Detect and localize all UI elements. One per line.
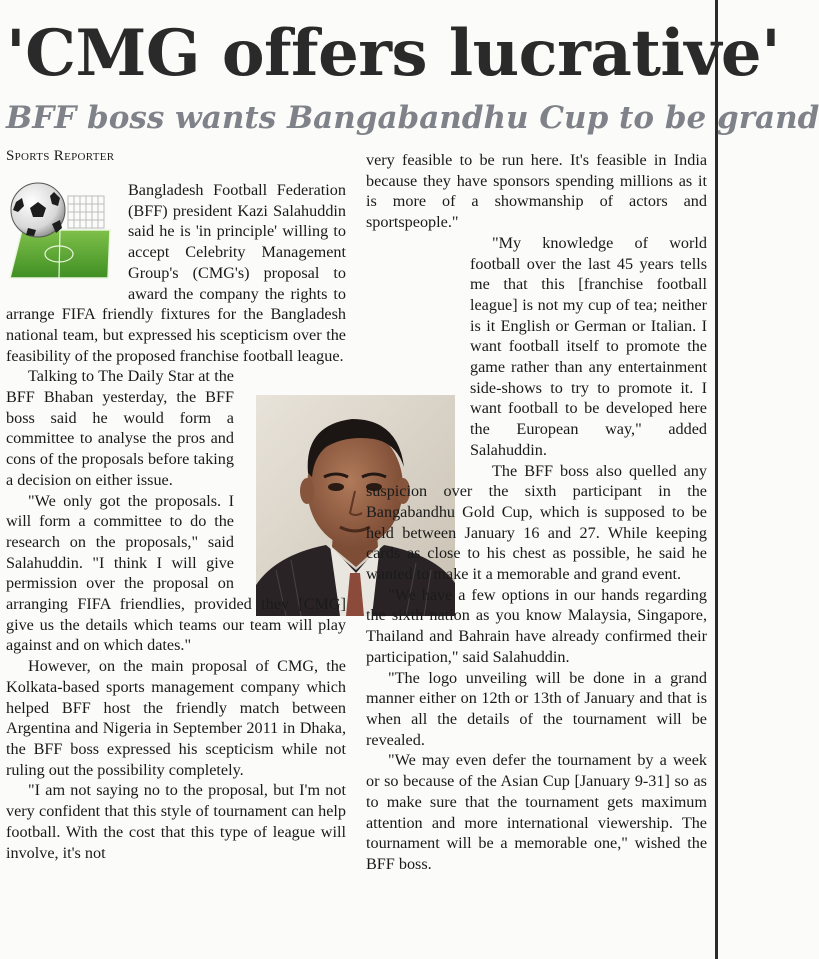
paragraph: "We have a few options in our hands regarding the sixth nation as you know Malaysia, Singapore, Thailand and Bahrain have already confirmed their participation," said Salahuddin. xyxy=(366,585,707,666)
subheadline: BFF boss wants Bangabandhu Cup to be grand xyxy=(6,100,819,136)
paragraph: "We may even defer the tournament by a week or so because of the Asian Cup [January 9-31] so as to make sure that the tournament gets maximum attention and more international viewership. The tournament will be a memorable one," wished the BFF boss. xyxy=(366,751,707,873)
paragraph: "My knowledge of world football over the last 45 years tells me that this [franchise football league] is not my cup of tea; neither is it English or German or Italian. I want football itself to promote the game rather than any entertainment side-shows to try to promote it. I want football to be developed here the European way," added Salahuddin. xyxy=(470,233,707,459)
paragraph: very feasible to be run here. It's feasible in India because they have sponsors spending millions as it is more of a showmanship of actors and sportspeople." xyxy=(366,151,707,232)
paragraph: "I am not saying no to the proposal, but I'm not very confident that this style of tournament can help football. With the cost that this type of league will involve, it's not xyxy=(6,781,346,862)
headline: 'CMG offers lucrative' xyxy=(6,16,781,91)
article-column-2 xyxy=(366,150,707,875)
paragraph: The BFF boss also quelled any suspicion over the sixth participant in the Bangabandhu Gold Cup, which is supposed to be held between January 16 and 27. While keeping cards as close to his chest as possible, he said he wanted to make it a memorable and grand event. xyxy=(366,461,707,584)
paragraph: Talking to The Daily Star at the BFF Bhaban yesterday, the BFF boss said he would form a committee to analyse the pros and cons of the proposals before taking a decision on either issue. xyxy=(6,367,234,489)
column-rule xyxy=(715,0,718,959)
paragraph: However, on the main proposal of CMG, the Kolkata-based sports management company which helped BFF host the friendly match between Argentina and Nigeria in September 2011 in Dhaka, the BFF boss expressed his scepticism while not ruling out the possibility completely. xyxy=(6,657,346,779)
paragraph: Bangladesh Football Federation (BFF) president Kazi Salahuddin said he is 'in principle' willing to accept Celebrity Management Group's (CMG's) proposal to award the company the rights to arrange FIFA friendly fixtures for the Bangladesh national team, but expressed his scepticism over the feasibility of the proposed franchise football league. xyxy=(6,181,346,365)
byline: Sports Reporter xyxy=(6,148,115,164)
paragraph: "We only got the proposals. I will form a committee to do the research on the proposals," said Salahuddin. "I think I will give permission over the proposal on arranging FIFA friendlies, provided they [CMG] give us the details which teams our team will play against and on which dates." xyxy=(6,491,346,655)
article-column-1 xyxy=(6,180,346,863)
paragraph: "The logo unveiling will be done in a grand manner either on 12th or 13th of January and that is when all the details of the tournament will be revealed. xyxy=(366,668,707,749)
